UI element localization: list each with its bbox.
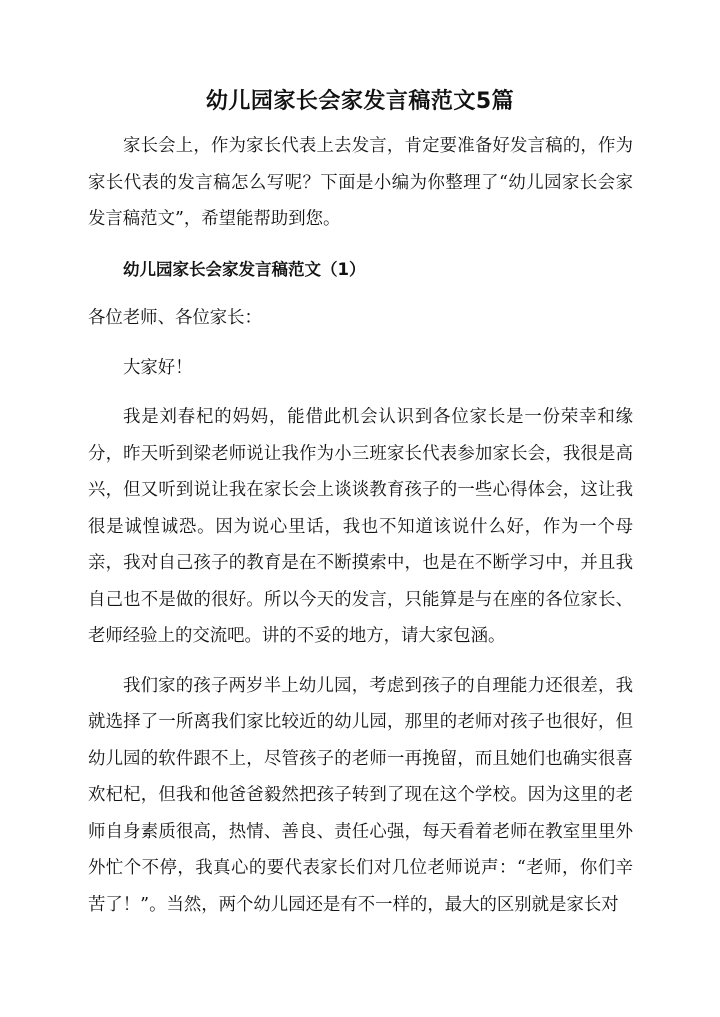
section-heading: 幼儿园家长会家发言稿范文（1） xyxy=(123,259,366,279)
greeting: 大家好！ xyxy=(123,357,193,378)
body-paragraph: 我是刘春杞的妈妈，能借此机会认识到各位家长是一份荣幸和缘分，昨天听到梁老师说让我作为小三班家长代表参加家长会，我很是高兴，但又听到说让我在家长会上谈谈教育孩子的一些心得体会，这让我很是诚惶诚恐。因为说心里话，我也不知道该说什么好，作为一个母亲，我对自己孩子的教育是在不断摸索中，也是在不断学习中，并且我自己也不是做的很好。所以今天的发言，只能算是与在座的各位家长、老师经验上的交流吧。讲的不妥的地方，请大家包涵。 xyxy=(88,407,633,646)
intro-paragraph: 家长会上，作为家长代表上去发言，肯定要准备好发言稿的，作为家长代表的发言稿怎么写呢？下面是小编为你整理了“幼儿园家长会家发言稿范文”，希望能帮助到您。 xyxy=(88,136,633,229)
salutation: 各位老师、各位家长： xyxy=(88,308,262,328)
body-paragraph: 我们家的孩子两岁半上幼儿园，考虑到孩子的自理能力还很差，我就选择了一所离我们家比较近的幼儿园，那里的老师对孩子也很好，但幼儿园的软件跟不上，尽管孩子的老师一再挽留，而且她们也确实很喜欢杞杞，但我和他爸爸毅然把孩子转到了现在这个学校。因为这里的老师自身素质很高，热情、善良、责任心强，每天看着老师在教室里里外外忙个不停，我真心的要代表家长们对几位老师说声：“老师，你们辛苦了！”。当然，两个幼儿园还是有不一样的，最大的区别就是家长对 xyxy=(88,675,633,915)
page-title: 幼儿园家长会家发言稿范文5篇 xyxy=(205,89,515,114)
document-body xyxy=(88,128,633,923)
